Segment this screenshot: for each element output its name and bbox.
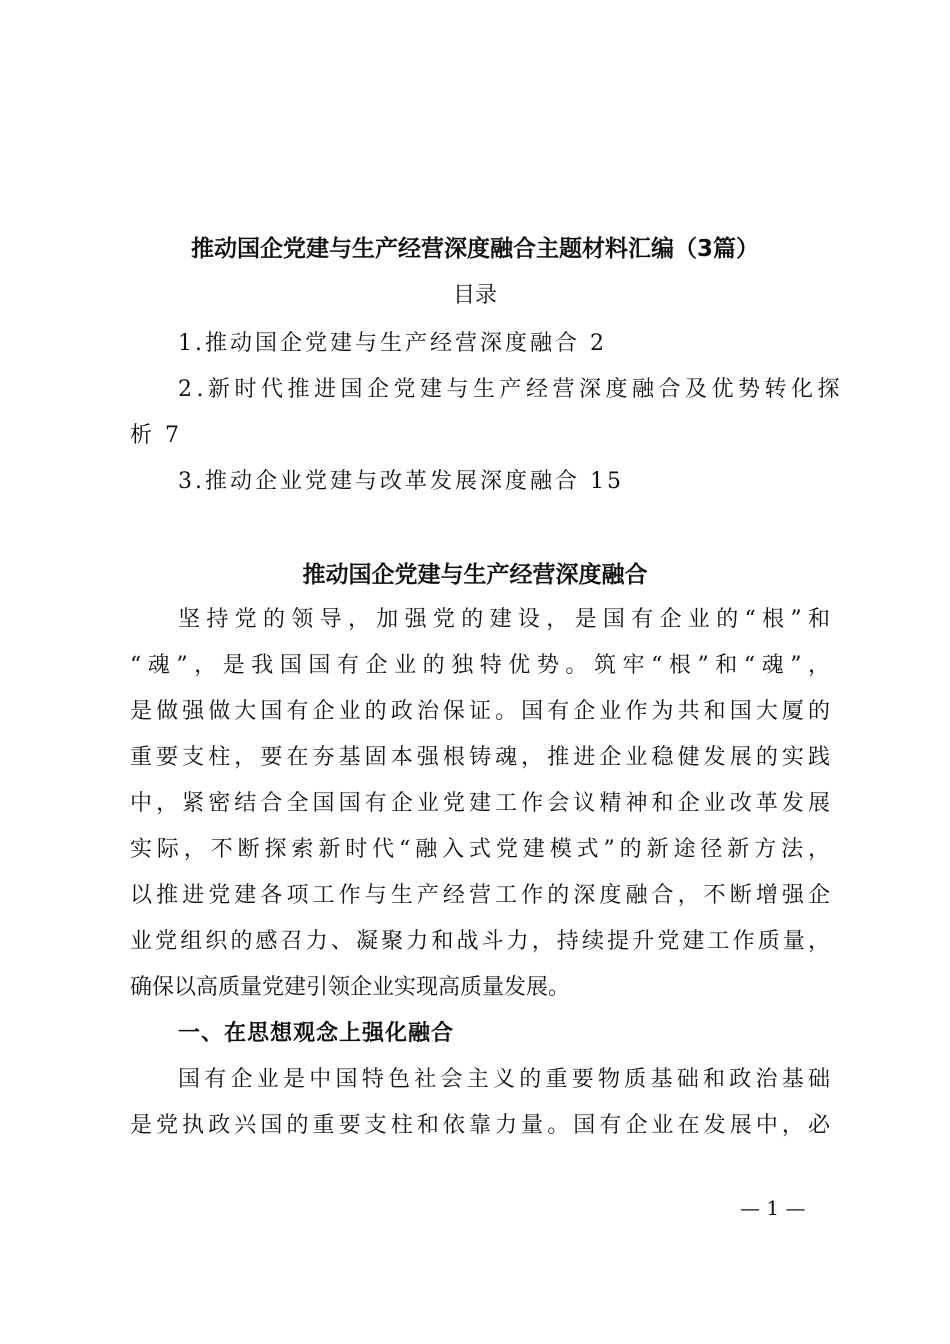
document-title: 推动国企党建与生产经营深度融合主题材料汇编（3篇）	[190, 236, 759, 262]
toc-item-2[interactable]: 2.新时代推进国企党建与生产经营深度融合及优势转化探	[178, 377, 844, 402]
toc-item-3[interactable]: 3.推动企业党建与改革发展深度融合 15	[178, 469, 624, 494]
paragraph-line: 确保以高质量党建引领企业实现高质量发展。	[130, 975, 571, 1000]
subheading-1: 一、在思想观念上强化融合	[178, 1021, 455, 1046]
paragraph-line: 坚持党的领导，加强党的建设，是国有企业的“根”和	[178, 607, 830, 632]
paragraph-line: 是党执政兴国的重要支柱和依靠力量。国有企业在发展中，必	[130, 1113, 830, 1138]
paragraph-line: 业党组织的感召力、凝聚力和战斗力，持续提升党建工作质量，	[130, 929, 830, 954]
paragraph-line: 是做强做大国有企业的政治保证。国有企业作为共和国大厦的	[130, 699, 830, 724]
paragraph-line: 实际，不断探索新时代“融入式党建模式”的新途径新方法，	[130, 837, 830, 862]
paragraph-line: 中，紧密结合全国国有企业党建工作会议精神和企业改革发展	[130, 791, 830, 816]
paragraph-line: 国有企业是中国特色社会主义的重要物质基础和政治基础	[178, 1067, 830, 1092]
section-title: 推动国企党建与生产经营深度融合	[302, 562, 648, 588]
toc-item-1[interactable]: 1.推动国企党建与生产经营深度融合 2	[178, 331, 607, 356]
paragraph-line: “魂”，是我国国有企业的独特优势。筑牢“根”和“魂”，	[130, 653, 830, 678]
paragraph-line: 以推进党建各项工作与生产经营工作的深度融合，不断增强企	[130, 883, 830, 908]
toc-item-2-continued[interactable]: 析 7	[130, 423, 182, 448]
toc-heading: 目录	[452, 283, 497, 308]
paragraph-line: 重要支柱，要在夯基固本强根铸魂，推进企业稳健发展的实践	[130, 745, 830, 770]
page-number: — 1 —	[740, 1196, 806, 1220]
